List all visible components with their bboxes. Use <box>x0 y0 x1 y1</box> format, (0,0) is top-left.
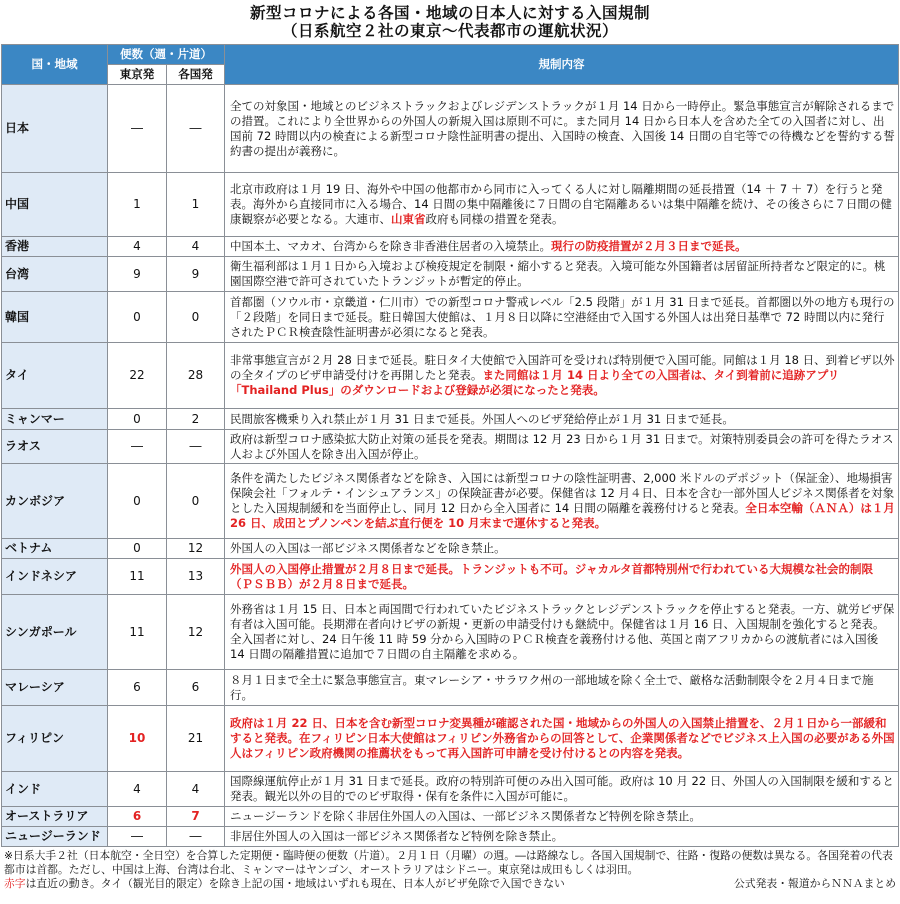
footnote-red-word: 赤字 <box>4 877 26 890</box>
foreign-flights-cell: 28 <box>167 343 225 409</box>
table-row <box>2 559 899 595</box>
country-cell: インド <box>2 772 108 807</box>
tokyo-flights-cell: 0 <box>108 539 167 559</box>
title-line-2: （日系航空２社の東京〜代表都市の運航状況） <box>281 22 618 40</box>
rules-cell <box>225 237 899 257</box>
rules-text-continued: 政府も同様の措置を発表。 <box>425 212 564 226</box>
tokyo-flights-cell: 10 <box>108 706 167 772</box>
source-credit: 公式発表・報道からＮＮＡまとめ <box>734 877 896 890</box>
country-cell: タイ <box>2 343 108 409</box>
country-cell: 韓国 <box>2 292 108 343</box>
country-cell: フィリピン <box>2 706 108 772</box>
rules-latest-update: 現行の防疫措置が２月３日まで延長。 <box>550 239 747 253</box>
table-row <box>2 772 899 807</box>
rules-cell <box>225 409 899 430</box>
tokyo-flights-cell: 11 <box>108 559 167 595</box>
rules-text: 全ての対象国・地域とのビジネストラックおよびレジデンストラックが１月 14 日から一時停止。緊急事態宣言が解除されるまでの措置。これにより全世界からの外国人の新規入国は原則不可に。また同月 14 日から日本人を含めた全ての入国者に対し、出国前 72 時間以内の検査による新型コロナ陰性証明書の提出、入国時の検査、入国後 14 日間の自宅等での待機などを誓約する誓約書の提出が義務に。 <box>230 98 895 158</box>
tokyo-flights-cell: ― <box>108 85 167 173</box>
rules-text: 政府は新型コロナ感染拡大防止対策の延長を発表。期間は 12 月 23 日から１月 31 日まで。対策特別委員会の許可を得たラオス人および外国人を除き出入国が停止。 <box>230 431 894 461</box>
rules-cell <box>225 827 899 847</box>
table-row <box>2 464 899 539</box>
rules-latest-update: また同館は１月 14 日より全ての入国者は、タイ到着前に追跡アプリ「Thailand Plus」のダウンロードおよび登録が必須になったと発表。 <box>230 368 840 397</box>
foreign-flights-cell: 4 <box>167 772 225 807</box>
foreign-flights-cell: 9 <box>167 257 225 292</box>
rules-cell <box>225 257 899 292</box>
page-title <box>0 0 900 40</box>
table-row <box>2 430 899 464</box>
rules-cell <box>225 464 899 539</box>
foreign-flights-cell: 21 <box>167 706 225 772</box>
rules-text: 外務省は１月 15 日、日本と両国間で行われていたビジネストラックとレジデンストラックを停止すると発表。一方、就労ビザ保有者は入国可能。長期滞在者向けビザの新規・更新の申請受付けも継続中。保健省は１月 16 日、入国規制を強化すると発表。全入国者に対し、24 日午後 11 時 59 分から入国時のＰＣＲ検査を義務付ける他、英国と南アフリカからの渡航者には入国後 14 日間の隔離措置に追加で７日間の自主隔離を求める。 <box>230 602 895 661</box>
tokyo-flights-cell: 22 <box>108 343 167 409</box>
rules-text: 首都圏（ソウル市・京畿道・仁川市）での新型コロナ警戒レベル「2.5 段階」が１月 31 日まで延長。首都圏以外の地方も現行の「２段階」を同日まで延長。駐日韓国大使館は、１月８日以降に空港経由で入国する外国人は出発日基準で 72 時間以内に発行されたＰＣＲ検査陰性証明書が必須になると発表。 <box>230 294 895 339</box>
tokyo-flights-cell: ― <box>108 827 167 847</box>
footnote-line-2: は直近の動き。タイ（観光目的限定）を除き上記の国・地域はいずれも現在、日本人がビザ免除で入国できない <box>25 877 565 890</box>
country-cell: 中国 <box>2 173 108 237</box>
table-row <box>2 807 899 827</box>
rules-text: 北京市政府は１月 19 日、海外や中国の他都市から同市に入ってくる人に対し隔離期間の延長措置（14 ＋ 7 ＋ 7）を行うと発表。海外から直接同市に入る場合、14 日間の集中隔離後に７日間の自宅隔離あるいは集中隔離を続け、その後さらに７日間の健康観察が必要となる。大連市、 <box>230 182 892 226</box>
table-row <box>2 85 899 173</box>
foreign-flights-cell: 7 <box>167 807 225 827</box>
title-line-1: 新型コロナによる各国・地域の日本人に対する入国規制 <box>249 4 650 22</box>
foreign-flights-cell: 6 <box>167 670 225 706</box>
rules-text: 衛生福利部は１月１日から入境および検疫規定を制限・縮小すると発表。入境可能な外国籍者は居留証所持者など限定的に。桃園国際空港で許可されていたトランジットが暫定的停止。 <box>230 259 886 288</box>
rules-text: 非居住外国人の入国は一部ビジネス関係者など特例を除き禁止。 <box>230 829 564 843</box>
foreign-flights-cell: ― <box>167 430 225 464</box>
foreign-flights-cell: ― <box>167 85 225 173</box>
table-row <box>2 257 899 292</box>
tokyo-flights-cell: 6 <box>108 807 167 827</box>
rules-text: 国際線運航停止が１月 31 日まで延長。政府の特別許可便のみ出入国可能。政府は 10 月 22 日、外国人の入国制限を緩和すると発表。観光以外の目的でのビザ取得・保有を条件に入国が可能に。 <box>230 774 894 803</box>
table-row <box>2 670 899 706</box>
header-from-tokyo: 東京発 <box>108 65 167 85</box>
foreign-flights-cell: 12 <box>167 595 225 670</box>
header-country: 国・地域 <box>2 45 108 85</box>
table-row <box>2 343 899 409</box>
rules-text: 非常事態宣言が２月 28 日まで延長。駐日タイ大使館で入国許可を受ければ特別便で入国可能。同館は１月 18 日、到着ビザ以外の全タイプのビザ申請受付けを再開したと発表。 <box>230 353 895 382</box>
rules-cell <box>225 595 899 670</box>
table-row <box>2 595 899 670</box>
tokyo-flights-cell: 0 <box>108 464 167 539</box>
rules-latest-update: 政府は１月 22 日、日本を含む新型コロナ変異種が確認された国・地域からの外国人の入国禁止措置を、２月１日から一部緩和すると発表。在フィリピン日本大使館はフィリピン外務省からの回答として、企業関係者などでビジネス上入国の必要がある外国人はフィリピン政府機関の推薦状をもって再入国許可申請を受け付けるとの内容を発表。 <box>230 716 895 760</box>
tokyo-flights-cell: 6 <box>108 670 167 706</box>
tokyo-flights-cell: 4 <box>108 772 167 807</box>
table-row <box>2 292 899 343</box>
table-row <box>2 706 899 772</box>
footnote <box>0 847 900 891</box>
rules-cell <box>225 539 899 559</box>
country-cell: シンガポール <box>2 595 108 670</box>
rules-cell <box>225 85 899 173</box>
table-row <box>2 409 899 430</box>
tokyo-flights-cell: 1 <box>108 173 167 237</box>
rules-cell <box>225 706 899 772</box>
tokyo-flights-cell: 9 <box>108 257 167 292</box>
header-flights: 便数（週・片道） <box>108 45 225 65</box>
foreign-flights-cell: 4 <box>167 237 225 257</box>
rules-latest-update: 山東省 <box>391 212 426 226</box>
country-cell: オーストラリア <box>2 807 108 827</box>
table-row <box>2 827 899 847</box>
rules-cell <box>225 343 899 409</box>
footnote-line-1: ※日系大手２社（日本航空・全日空）を合算した定期便・臨時便の便数（片道）。２月１日（月曜）の週。―は路線なし。各国入国規制で、往路・復路の便数は異なる。各国発着の代表都市は首都。ただし、中国は上海、台湾は台北、ミャンマーはヤンゴン、オーストラリアはシドニー。東京発は成田もしくは羽田。 <box>4 849 893 876</box>
tokyo-flights-cell: 11 <box>108 595 167 670</box>
rules-latest-update: 全日本空輸（ＡＮＡ）は１月 26 日、成田とプノンペンを結ぶ直行便を 10 月末まで運休すると発表。 <box>230 501 895 530</box>
rules-text: 外国人の入国は一部ビジネス関係者などを除き禁止。 <box>230 541 506 555</box>
country-cell: ベトナム <box>2 539 108 559</box>
country-cell: 日本 <box>2 85 108 173</box>
rules-text: ニュージーランドを除く非居住外国人の入国は、一部ビジネス関係者など特例を除き禁止。 <box>230 809 701 823</box>
rules-cell <box>225 807 899 827</box>
rules-text: 中国本土、マカオ、台湾からを除き非香港住居者の入境禁止。 <box>230 239 551 253</box>
foreign-flights-cell: 12 <box>167 539 225 559</box>
foreign-flights-cell: 2 <box>167 409 225 430</box>
header-rules: 規制内容 <box>225 45 899 85</box>
tokyo-flights-cell: ― <box>108 430 167 464</box>
tokyo-flights-cell: 4 <box>108 237 167 257</box>
table-row <box>2 539 899 559</box>
rules-cell <box>225 292 899 343</box>
country-cell: ミャンマー <box>2 409 108 430</box>
country-cell: 台湾 <box>2 257 108 292</box>
rules-cell <box>225 772 899 807</box>
country-cell: マレーシア <box>2 670 108 706</box>
table-row <box>2 237 899 257</box>
foreign-flights-cell: 13 <box>167 559 225 595</box>
rules-text: 条件を満たしたビジネス関係者などを除き、入国には新型コロナの陰性証明書、2,000 米ドルのデポジット（保証金）、地場損害保険会社「フォルテ・インシュアランス」の保険証書が必要。保健省は 12 月４日、日本を含む一部外国人ビジネス関係者を対象とした入国規制緩和を当面停止し、同月 12 日から全入国者に 14 日間の隔離を義務付けると発表。 <box>230 471 895 515</box>
rules-cell <box>225 430 899 464</box>
country-cell: ラオス <box>2 430 108 464</box>
tokyo-flights-cell: 0 <box>108 292 167 343</box>
rules-cell <box>225 173 899 237</box>
rules-text: 民間旅客機乗り入れ禁止が１月 31 日まで延長。外国人へのビザ発給停止が１月 31 日まで延長。 <box>230 411 734 426</box>
foreign-flights-cell: 0 <box>167 464 225 539</box>
tokyo-flights-cell: 0 <box>108 409 167 430</box>
country-cell: 香港 <box>2 237 108 257</box>
country-cell: インドネシア <box>2 559 108 595</box>
header-from-country: 各国発 <box>167 65 225 85</box>
foreign-flights-cell: 1 <box>167 173 225 237</box>
table-row <box>2 173 899 237</box>
rules-cell <box>225 670 899 706</box>
regulations-table <box>1 44 899 847</box>
country-cell: ニュージーランド <box>2 827 108 847</box>
rules-latest-update: 外国人の入国停止措置が２月８日まで延長。トランジットも不可。ジャカルタ首都特別州で行われている大規模な社会的制限（ＰＳＢＢ）が２月８日まで延長。 <box>230 561 874 591</box>
rules-cell <box>225 559 899 595</box>
country-cell: カンボジア <box>2 464 108 539</box>
foreign-flights-cell: 0 <box>167 292 225 343</box>
rules-text: ８月１日まで全土に緊急事態宣言。東マレーシア・サラワク州の一部地域を除く全土で、厳格な活動制限令を２月４日まで施行。 <box>230 672 874 702</box>
foreign-flights-cell: ― <box>167 827 225 847</box>
